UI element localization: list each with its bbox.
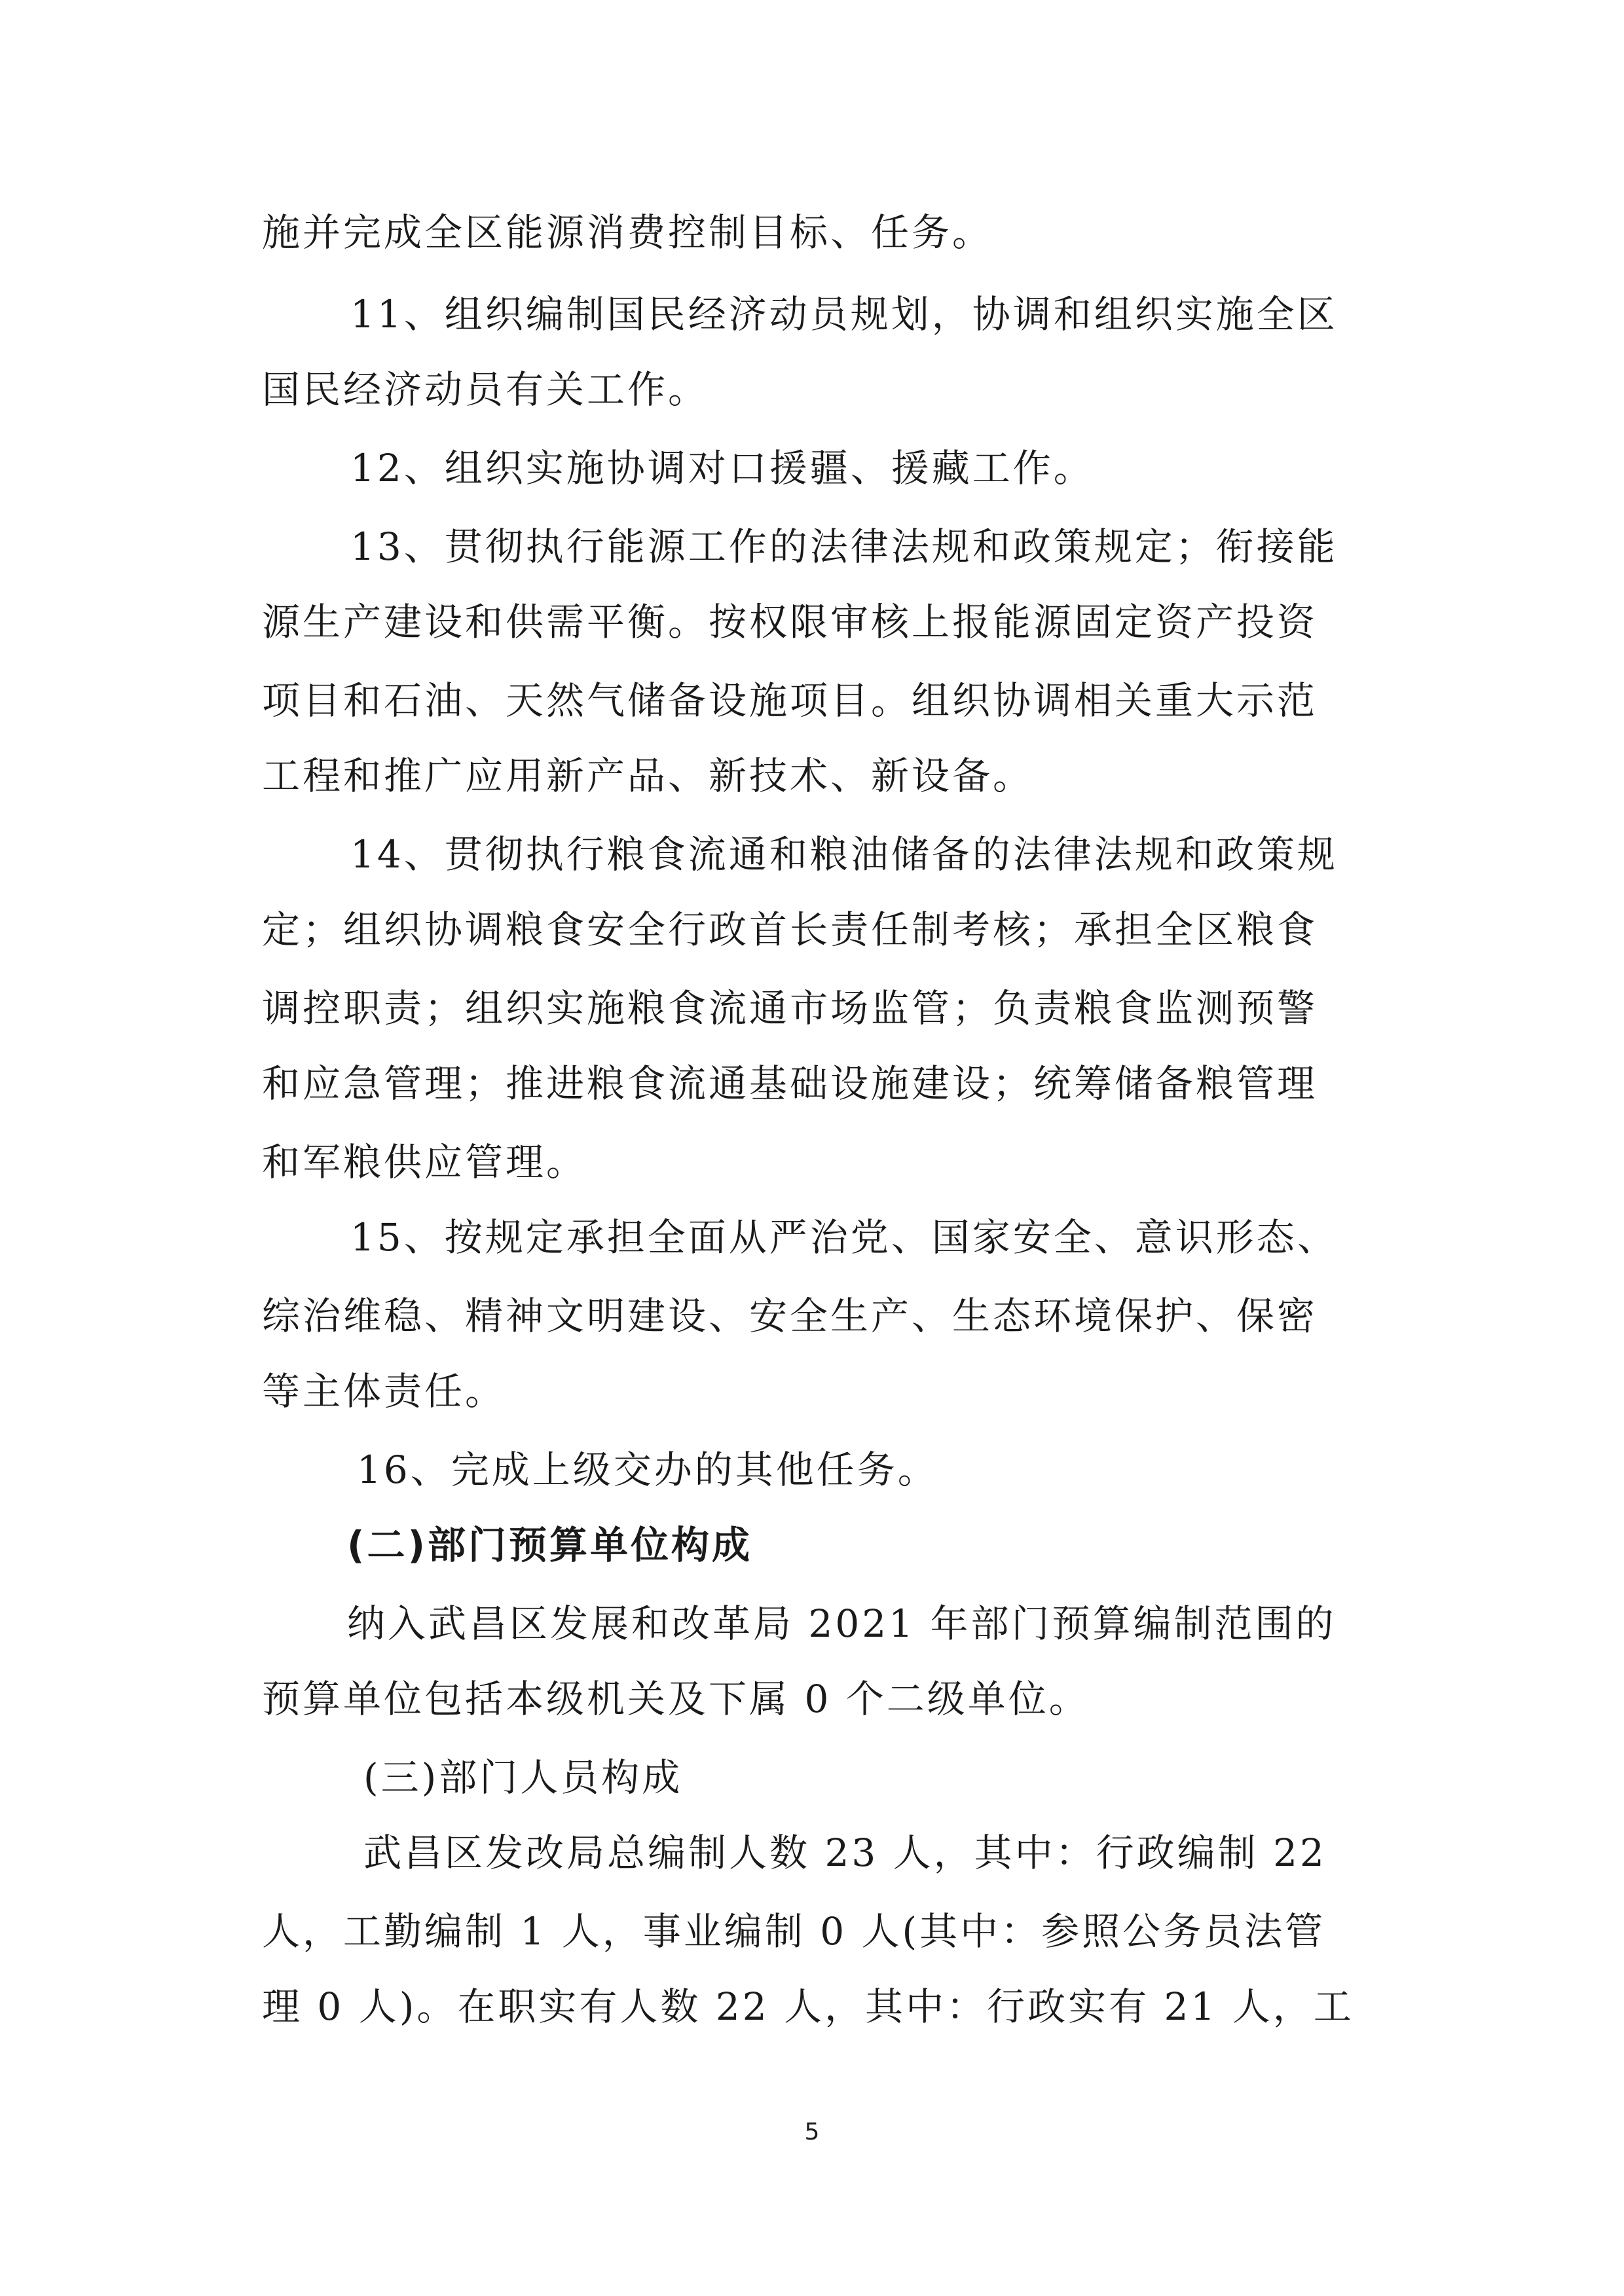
body-text-line: 等主体责任。 — [262, 1369, 506, 1413]
body-text-line: 理 0 人)。在职实有人数 22 人，其中：行政实有 21 人，工 — [262, 1984, 1354, 2029]
page-number: 5 — [804, 2119, 820, 2145]
body-text-line: 施并完成全区能源消费控制目标、任务。 — [262, 210, 993, 255]
list-item-12-line: 12、组织实施协调对口援疆、援藏工作。 — [350, 446, 1094, 490]
body-text-line: 预算单位包括本级机关及下属 0 个二级单位。 — [262, 1677, 1090, 1721]
section-heading-personnel: (三)部门人员构成 — [363, 1755, 683, 1800]
body-text-line: 工程和推广应用新产品、新技术、新设备。 — [262, 754, 1034, 798]
body-text-line: 人，工勤编制 1 人，事业编制 0 人(其中：参照公务员法管 — [262, 1909, 1326, 1954]
body-text-line: 调控职责；组织实施粮食流通市场监管；负责粮食监测预警 — [262, 986, 1318, 1030]
body-text-line: 定；组织协调粮食安全行政首长责任制考核；承担全区粮食 — [262, 907, 1318, 952]
list-item-15-line: 15、按规定承担全面从严治党、国家安全、意识形态、 — [350, 1215, 1338, 1260]
body-text-line: 项目和石油、天然气储备设施项目。组织协调相关重大示范 — [262, 678, 1318, 723]
body-text-line: 和军粮供应管理。 — [262, 1140, 587, 1184]
section-heading-budget-units: (二)部门预算单位构成 — [347, 1523, 753, 1567]
list-item-13-line: 13、贯彻执行能源工作的法律法规和政策规定；衔接能 — [350, 524, 1338, 569]
list-item-14-line: 14、贯彻执行粮食流通和粮油储备的法律法规和政策规 — [350, 832, 1338, 877]
body-text-line: 纳入武昌区发展和改革局 2021 年部门预算编制范围的 — [347, 1601, 1337, 1646]
list-item-16-line: 16、完成上级交办的其他任务。 — [357, 1448, 938, 1492]
body-text-line: 国民经济动员有关工作。 — [262, 367, 709, 412]
list-item-11-line: 11、组织编制国民经济动员规划，协调和组织实施全区 — [350, 292, 1338, 337]
body-text-line: 武昌区发改局总编制人数 23 人，其中：行政编制 22 — [363, 1831, 1327, 1875]
body-text-line: 综治维稳、精神文明建设、安全生产、生态环境保护、保密 — [262, 1294, 1318, 1338]
body-text-line: 和应急管理；推进粮食流通基础设施建设；统筹储备粮管理 — [262, 1061, 1318, 1106]
body-text-line: 源生产建设和供需平衡。按权限审核上报能源固定资产投资 — [262, 600, 1318, 644]
